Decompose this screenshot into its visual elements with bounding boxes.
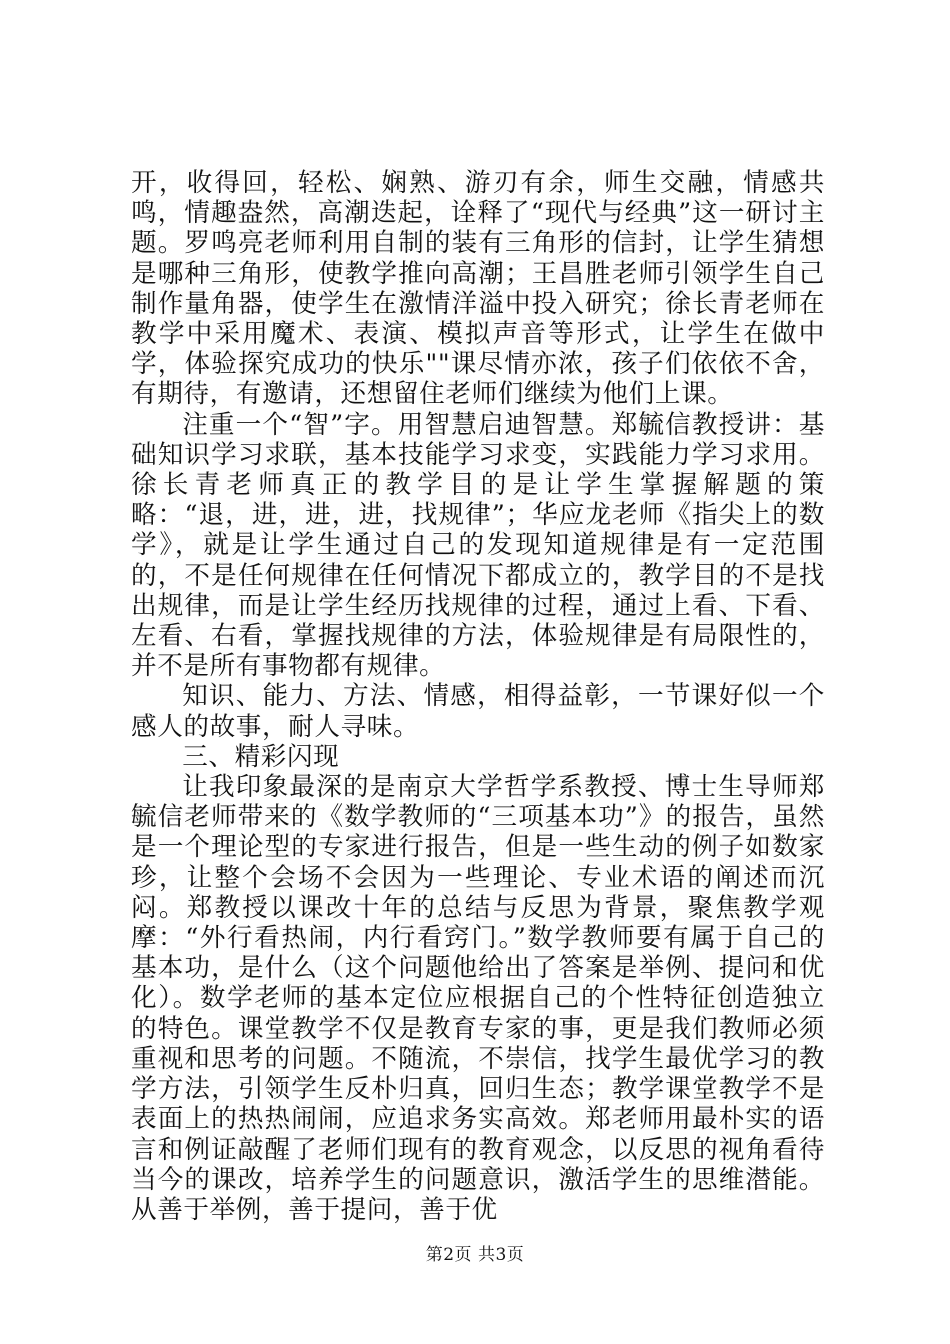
paragraph-2: 注重一个“智”字。用智慧启迪智慧。郑毓信教授讲：基础知识学习求联，基本技能学习求变，实践能力学习求用。徐长青老师真正的教学目的是让学生掌握解题的策略：“退，进，进，进，找规律”；华应龙老师《指尖上的数学》，就是让学生通过自己的发现知道规律是有一定范围的，不是任何规律在任何情况下都成立的，教学目的不是找出规律，而是让学生经历找规律的过程，通过上看、下看、左看、右看，掌握找规律的方法，体验规律是有局限性的，并不是所有事物都有规律。 xyxy=(131,409,825,682)
document-body xyxy=(131,168,825,1225)
page-footer: 第2页 共3页 xyxy=(425,1245,525,1265)
section-heading: 三、精彩闪现 xyxy=(182,741,340,772)
paragraph-3: 知识、能力、方法、情感，相得益彰，一节课好似一个感人的故事，耐人寻味。 xyxy=(131,681,825,742)
paragraph-1: 开，收得回，轻松、娴熟、游刃有余，师生交融，情感共鸣，情趣盎然，高潮迭起，诠释了“现代与经典”这一研讨主题。罗鸣亮老师利用自制的装有三角形的信封，让学生猜想是哪种三角形，使教学推向高潮；王昌胜老师引领学生自己制作量角器，使学生在激情洋溢中投入研究；徐长青老师在教学中采用魔术、表演、模拟声音等形式，让学生在做中学，体验探究成功的快乐""课尽情亦浓，孩子们依依不舍，有期待，有邀请，还想留住老师们继续为他们上课。 xyxy=(131,168,825,410)
paragraph-4: 让我印象最深的是南京大学哲学系教授、博士生导师郑毓信老师带来的《数学教师的“三项基本功”》的报告，虽然是一个理论型的专家进行报告，但是一些生动的例子如数家珍，让整个会场不会因为一些理论、专业术语的阐述而沉闷。郑教授以课改十年的总结与反思为背景，聚焦教学观摩：“外行看热闹，内行看窍门。”数学教师要有属于自己的基本功，是什么（这个问题他给出了答案是举例、提问和优化）。数学老师的基本定位应根据自己的个性特征创造独立的特色。课堂教学不仅是教育专家的事，更是我们教师必须重视和思考的问题。不随流，不崇信，找学生最优学习的教学方法，引领学生反朴归真，回归生态；教学课堂教学不是表面上的热热闹闹，应追求务实高效。郑老师用最朴实的语言和例证敲醒了老师们现有的教育观念，以反思的视角看待当今的课改，培养学生的问题意识，激活学生的思维潜能。从善于举例，善于提问，善于优 xyxy=(131,772,825,1225)
